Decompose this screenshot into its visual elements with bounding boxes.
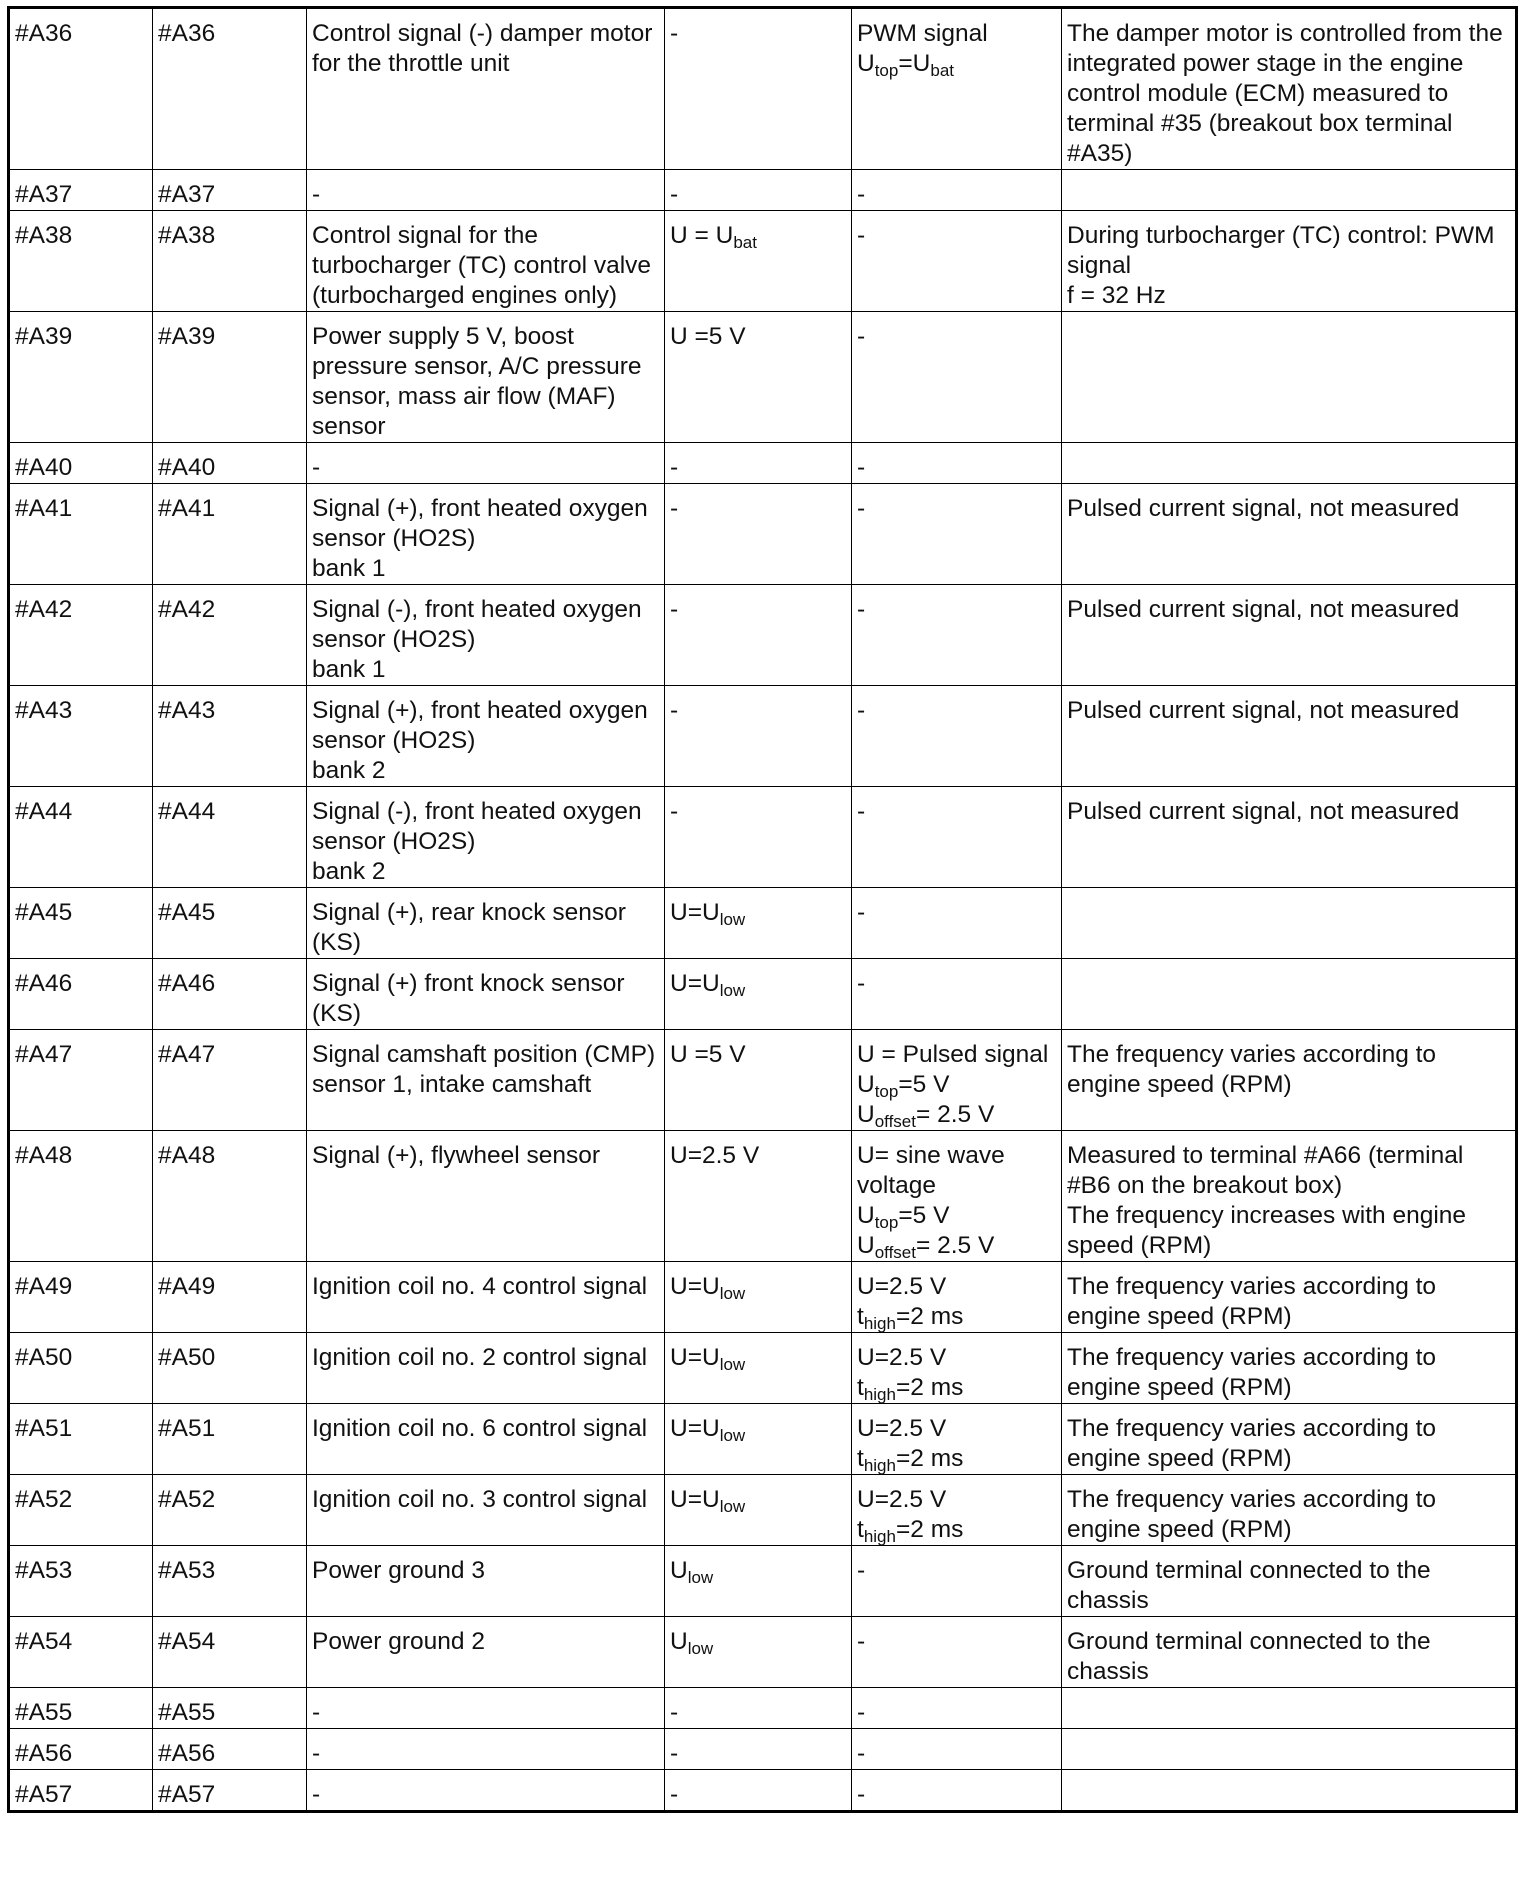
voltage-cell-line: -	[670, 1781, 679, 1808]
description-cell	[307, 8, 665, 170]
note-cell	[1062, 443, 1517, 484]
signal-cell-line: $t_{high}=2$ ms	[857, 1445, 964, 1475]
description-cell	[307, 170, 665, 211]
signal-cell	[852, 888, 1062, 959]
description-cell	[307, 1404, 665, 1475]
signal-cell	[852, 585, 1062, 686]
breakout-terminal-cell: #A51	[153, 1404, 307, 1475]
signal-cell	[852, 1475, 1062, 1546]
note-cell-line: f = 32 Hz	[1067, 282, 1166, 309]
note-cell-line: The frequency varies according to engine speed (RPM)	[1067, 1344, 1437, 1401]
voltage-cell-line: U =5 V	[670, 323, 746, 350]
description-cell-line: Ignition coil no. 6 control signal	[312, 1415, 648, 1442]
voltage-cell	[665, 1617, 852, 1688]
note-cell	[1062, 1770, 1517, 1812]
description-cell-line: Signal (+), rear knock sensor (KS)	[312, 899, 626, 956]
pin-cell: #A57	[9, 1770, 153, 1812]
signal-cell	[852, 1688, 1062, 1729]
voltage-cell	[665, 443, 852, 484]
table-row	[9, 1688, 1517, 1729]
signal-cell-line: -	[857, 1628, 866, 1655]
note-cell	[1062, 1546, 1517, 1617]
voltage-cell-line: -	[670, 454, 679, 481]
note-cell	[1062, 1131, 1517, 1262]
description-cell-line: Power supply 5 V, boost pressure sensor, A/C pressure sensor, mass air flow (MAF) sensor	[312, 323, 642, 440]
voltage-cell	[665, 1030, 852, 1131]
signal-cell	[852, 1729, 1062, 1770]
voltage-cell	[665, 959, 852, 1030]
description-cell	[307, 1688, 665, 1729]
voltage-cell-line: U =5 V	[670, 1041, 746, 1068]
signal-cell-line: $U_{offset}= 2.5$ V	[857, 1232, 995, 1262]
description-cell-line: -	[312, 1781, 321, 1808]
table-row	[9, 170, 1517, 211]
pin-cell: #A55	[9, 1688, 153, 1729]
note-cell-line: Pulsed current signal, not measured	[1067, 697, 1460, 724]
breakout-terminal-cell: #A56	[153, 1729, 307, 1770]
note-cell	[1062, 585, 1517, 686]
table-row	[9, 1729, 1517, 1770]
voltage-cell-line: $U_{low}$	[670, 1557, 714, 1587]
pin-cell: #A56	[9, 1729, 153, 1770]
signal-cell-line: $t_{high}=2$ ms	[857, 1303, 964, 1333]
signal-cell-line: U = Pulsed signal	[857, 1041, 1049, 1068]
signal-cell-line: U=2.5 V	[857, 1273, 947, 1300]
description-cell	[307, 1030, 665, 1131]
voltage-cell-line: $U=U_{low}$	[670, 1486, 746, 1516]
table-row	[9, 959, 1517, 1030]
voltage-cell	[665, 686, 852, 787]
breakout-terminal-cell: #A43	[153, 686, 307, 787]
voltage-cell-line: -	[670, 1740, 679, 1767]
signal-cell	[852, 312, 1062, 443]
note-cell	[1062, 484, 1517, 585]
signal-cell	[852, 1404, 1062, 1475]
description-cell-line: Signal (-), front heated oxygen sensor (HO2S)	[312, 798, 642, 855]
signal-cell	[852, 1131, 1062, 1262]
table-row	[9, 1617, 1517, 1688]
breakout-terminal-cell: #A48	[153, 1131, 307, 1262]
signal-cell-line: -	[857, 1699, 866, 1726]
signal-cell	[852, 1770, 1062, 1812]
table-row	[9, 1770, 1517, 1812]
signal-cell	[852, 211, 1062, 312]
signal-cell-line: $U_{offset}= 2.5$ V	[857, 1101, 995, 1131]
voltage-cell	[665, 8, 852, 170]
description-cell-line: bank 2	[312, 757, 386, 784]
voltage-cell-line: -	[670, 181, 679, 208]
note-cell-line: The damper motor is controlled from the integrated power stage in the engine control module (ECM) measured to terminal #35 (breakout box terminal #A35)	[1067, 20, 1503, 167]
pin-cell: #A36	[9, 8, 153, 170]
description-cell	[307, 1617, 665, 1688]
signal-cell-line: -	[857, 1781, 866, 1808]
note-cell	[1062, 686, 1517, 787]
signal-cell	[852, 1262, 1062, 1333]
voltage-cell-line: -	[670, 697, 679, 724]
voltage-cell-line: $U=U_{low}$	[670, 1344, 746, 1374]
note-cell	[1062, 170, 1517, 211]
breakout-terminal-cell: #A42	[153, 585, 307, 686]
signal-cell-line: -	[857, 899, 866, 926]
note-cell-line: Pulsed current signal, not measured	[1067, 596, 1460, 623]
table-row	[9, 1131, 1517, 1262]
signal-cell	[852, 484, 1062, 585]
breakout-terminal-cell: #A57	[153, 1770, 307, 1812]
pinout-page	[7, 6, 1518, 1813]
pin-cell: #A54	[9, 1617, 153, 1688]
table-row	[9, 1262, 1517, 1333]
pin-cell: #A39	[9, 312, 153, 443]
voltage-cell-line: $U=U_{low}$	[670, 1273, 746, 1303]
pinout-table-body	[9, 8, 1517, 1812]
breakout-terminal-cell: #A41	[153, 484, 307, 585]
voltage-cell-line: $U = U_{bat}$	[670, 222, 757, 252]
note-cell	[1062, 8, 1517, 170]
signal-cell-line: -	[857, 222, 866, 249]
note-cell	[1062, 787, 1517, 888]
description-cell-line: -	[312, 1740, 321, 1767]
breakout-terminal-cell: #A54	[153, 1617, 307, 1688]
note-cell-line: The frequency varies according to engine speed (RPM)	[1067, 1041, 1437, 1098]
pin-cell: #A43	[9, 686, 153, 787]
description-cell-line: Signal (+), flywheel sensor	[312, 1142, 601, 1169]
signal-cell-line: -	[857, 323, 866, 350]
table-row	[9, 888, 1517, 959]
voltage-cell	[665, 1475, 852, 1546]
pin-cell: #A46	[9, 959, 153, 1030]
table-row	[9, 686, 1517, 787]
signal-cell-line: $t_{high}=2$ ms	[857, 1516, 964, 1546]
signal-cell	[852, 959, 1062, 1030]
signal-cell-line: -	[857, 697, 866, 724]
signal-cell-line: -	[857, 495, 866, 522]
description-cell-line: Control signal for the turbocharger (TC) control valve (turbocharged engines only)	[312, 222, 652, 309]
table-row	[9, 1546, 1517, 1617]
pin-cell: #A48	[9, 1131, 153, 1262]
pinout-table	[7, 6, 1518, 1813]
table-row	[9, 1333, 1517, 1404]
voltage-cell	[665, 585, 852, 686]
note-cell-line: The frequency varies according to engine speed (RPM)	[1067, 1486, 1437, 1543]
table-row	[9, 1404, 1517, 1475]
pin-cell: #A47	[9, 1030, 153, 1131]
signal-cell-line: U= sine wave voltage	[857, 1142, 1005, 1199]
note-cell-line: The frequency increases with engine speed (RPM)	[1067, 1202, 1467, 1259]
signal-cell-line: U=2.5 V	[857, 1415, 947, 1442]
description-cell	[307, 443, 665, 484]
voltage-cell	[665, 1546, 852, 1617]
note-cell-line: Pulsed current signal, not measured	[1067, 495, 1460, 522]
signal-cell	[852, 1030, 1062, 1131]
signal-cell-line: U=2.5 V	[857, 1344, 947, 1371]
voltage-cell-line: -	[670, 20, 679, 47]
breakout-terminal-cell: #A46	[153, 959, 307, 1030]
note-cell-line: During turbocharger (TC) control: PWM signal	[1067, 222, 1495, 279]
note-cell	[1062, 1404, 1517, 1475]
note-cell-line: The frequency varies according to engine speed (RPM)	[1067, 1273, 1437, 1330]
pin-cell: #A45	[9, 888, 153, 959]
voltage-cell	[665, 312, 852, 443]
breakout-terminal-cell: #A45	[153, 888, 307, 959]
voltage-cell	[665, 1688, 852, 1729]
description-cell	[307, 585, 665, 686]
table-row	[9, 585, 1517, 686]
description-cell	[307, 1262, 665, 1333]
note-cell	[1062, 888, 1517, 959]
description-cell-line: bank 2	[312, 858, 386, 885]
description-cell	[307, 888, 665, 959]
description-cell-line: Power ground 3	[312, 1557, 485, 1584]
description-cell-line: Signal (+) front knock sensor (KS)	[312, 970, 625, 1027]
description-cell-line: Signal (+), front heated oxygen sensor (HO2S)	[312, 697, 648, 754]
description-cell-line: Signal (-), front heated oxygen sensor (HO2S)	[312, 596, 642, 653]
voltage-cell	[665, 1131, 852, 1262]
signal-cell	[852, 1617, 1062, 1688]
table-row	[9, 484, 1517, 585]
description-cell-line: -	[312, 181, 321, 208]
breakout-terminal-cell: #A36	[153, 8, 307, 170]
voltage-cell-line: $U_{low}$	[670, 1628, 714, 1658]
signal-cell-line: $U_{top}=5$ V	[857, 1202, 950, 1232]
breakout-terminal-cell: #A52	[153, 1475, 307, 1546]
description-cell	[307, 1475, 665, 1546]
note-cell	[1062, 1262, 1517, 1333]
description-cell	[307, 787, 665, 888]
voltage-cell	[665, 1262, 852, 1333]
signal-cell	[852, 8, 1062, 170]
pin-cell: #A51	[9, 1404, 153, 1475]
signal-cell-line: $U_{top}=U_{bat}$	[857, 50, 954, 80]
signal-cell	[852, 1333, 1062, 1404]
voltage-cell	[665, 484, 852, 585]
voltage-cell-line: U=2.5 V	[670, 1142, 760, 1169]
breakout-terminal-cell: #A55	[153, 1688, 307, 1729]
voltage-cell	[665, 1333, 852, 1404]
description-cell	[307, 1546, 665, 1617]
breakout-terminal-cell: #A40	[153, 443, 307, 484]
description-cell	[307, 1333, 665, 1404]
voltage-cell-line: $U=U_{low}$	[670, 1415, 746, 1445]
voltage-cell	[665, 1404, 852, 1475]
breakout-terminal-cell: #A44	[153, 787, 307, 888]
table-row	[9, 1030, 1517, 1131]
pin-cell: #A40	[9, 443, 153, 484]
breakout-terminal-cell: #A37	[153, 170, 307, 211]
description-cell	[307, 484, 665, 585]
voltage-cell-line: -	[670, 596, 679, 623]
note-cell	[1062, 1030, 1517, 1131]
description-cell	[307, 1729, 665, 1770]
description-cell	[307, 312, 665, 443]
description-cell-line: -	[312, 1699, 321, 1726]
table-row	[9, 312, 1517, 443]
pin-cell: #A49	[9, 1262, 153, 1333]
signal-cell-line: -	[857, 454, 866, 481]
signal-cell	[852, 686, 1062, 787]
pin-cell: #A53	[9, 1546, 153, 1617]
note-cell-line: Ground terminal connected to the chassis	[1067, 1628, 1431, 1685]
note-cell-line: Measured to terminal #A66 (terminal #B6 on the breakout box)	[1067, 1142, 1464, 1199]
description-cell-line: Signal (+), front heated oxygen sensor (HO2S)	[312, 495, 648, 552]
signal-cell-line: -	[857, 1740, 866, 1767]
voltage-cell-line: -	[670, 495, 679, 522]
signal-cell-line: $U_{top}=5$ V	[857, 1071, 950, 1101]
breakout-terminal-cell: #A49	[153, 1262, 307, 1333]
note-cell-line: Pulsed current signal, not measured	[1067, 798, 1460, 825]
signal-cell-line: -	[857, 1557, 866, 1584]
voltage-cell-line: $U=U_{low}$	[670, 899, 746, 929]
breakout-terminal-cell: #A47	[153, 1030, 307, 1131]
description-cell	[307, 959, 665, 1030]
pin-cell: #A38	[9, 211, 153, 312]
pin-cell: #A44	[9, 787, 153, 888]
description-cell-line: Ignition coil no. 2 control signal	[312, 1344, 648, 1371]
description-cell-line: bank 1	[312, 656, 386, 683]
note-cell-line: Ground terminal connected to the chassis	[1067, 1557, 1431, 1614]
signal-cell	[852, 1546, 1062, 1617]
description-cell-line: -	[312, 454, 321, 481]
voltage-cell	[665, 1729, 852, 1770]
pin-cell: #A52	[9, 1475, 153, 1546]
signal-cell	[852, 170, 1062, 211]
description-cell-line: Ignition coil no. 4 control signal	[312, 1273, 648, 1300]
breakout-terminal-cell: #A39	[153, 312, 307, 443]
note-cell	[1062, 1475, 1517, 1546]
description-cell	[307, 686, 665, 787]
note-cell	[1062, 959, 1517, 1030]
voltage-cell-line: -	[670, 798, 679, 825]
signal-cell-line: U=2.5 V	[857, 1486, 947, 1513]
description-cell	[307, 1770, 665, 1812]
signal-cell-line: $t_{high}=2$ ms	[857, 1374, 964, 1404]
voltage-cell	[665, 888, 852, 959]
note-cell	[1062, 1333, 1517, 1404]
note-cell	[1062, 211, 1517, 312]
note-cell	[1062, 1729, 1517, 1770]
voltage-cell	[665, 170, 852, 211]
pin-cell: #A50	[9, 1333, 153, 1404]
signal-cell-line: -	[857, 181, 866, 208]
note-cell	[1062, 312, 1517, 443]
signal-cell-line: -	[857, 596, 866, 623]
signal-cell	[852, 787, 1062, 888]
table-row	[9, 443, 1517, 484]
signal-cell-line: -	[857, 970, 866, 997]
voltage-cell	[665, 211, 852, 312]
table-row	[9, 211, 1517, 312]
note-cell	[1062, 1617, 1517, 1688]
signal-cell-line: -	[857, 798, 866, 825]
voltage-cell-line: $U=U_{low}$	[670, 970, 746, 1000]
signal-cell	[852, 443, 1062, 484]
breakout-terminal-cell: #A38	[153, 211, 307, 312]
signal-cell-line: PWM signal	[857, 20, 988, 47]
pin-cell: #A41	[9, 484, 153, 585]
pin-cell: #A42	[9, 585, 153, 686]
description-cell-line: Control signal (-) damper motor for the throttle unit	[312, 20, 653, 77]
description-cell-line: bank 1	[312, 555, 386, 582]
description-cell-line: Ignition coil no. 3 control signal	[312, 1486, 648, 1513]
description-cell-line: Signal camshaft position (CMP) sensor 1, intake camshaft	[312, 1041, 656, 1098]
note-cell-line: The frequency varies according to engine speed (RPM)	[1067, 1415, 1437, 1472]
description-cell-line: Power ground 2	[312, 1628, 485, 1655]
breakout-terminal-cell: #A53	[153, 1546, 307, 1617]
table-row	[9, 1475, 1517, 1546]
note-cell	[1062, 1688, 1517, 1729]
pin-cell: #A37	[9, 170, 153, 211]
table-row	[9, 787, 1517, 888]
voltage-cell-line: -	[670, 1699, 679, 1726]
description-cell	[307, 1131, 665, 1262]
description-cell	[307, 211, 665, 312]
voltage-cell	[665, 1770, 852, 1812]
voltage-cell	[665, 787, 852, 888]
breakout-terminal-cell: #A50	[153, 1333, 307, 1404]
table-row	[9, 8, 1517, 170]
